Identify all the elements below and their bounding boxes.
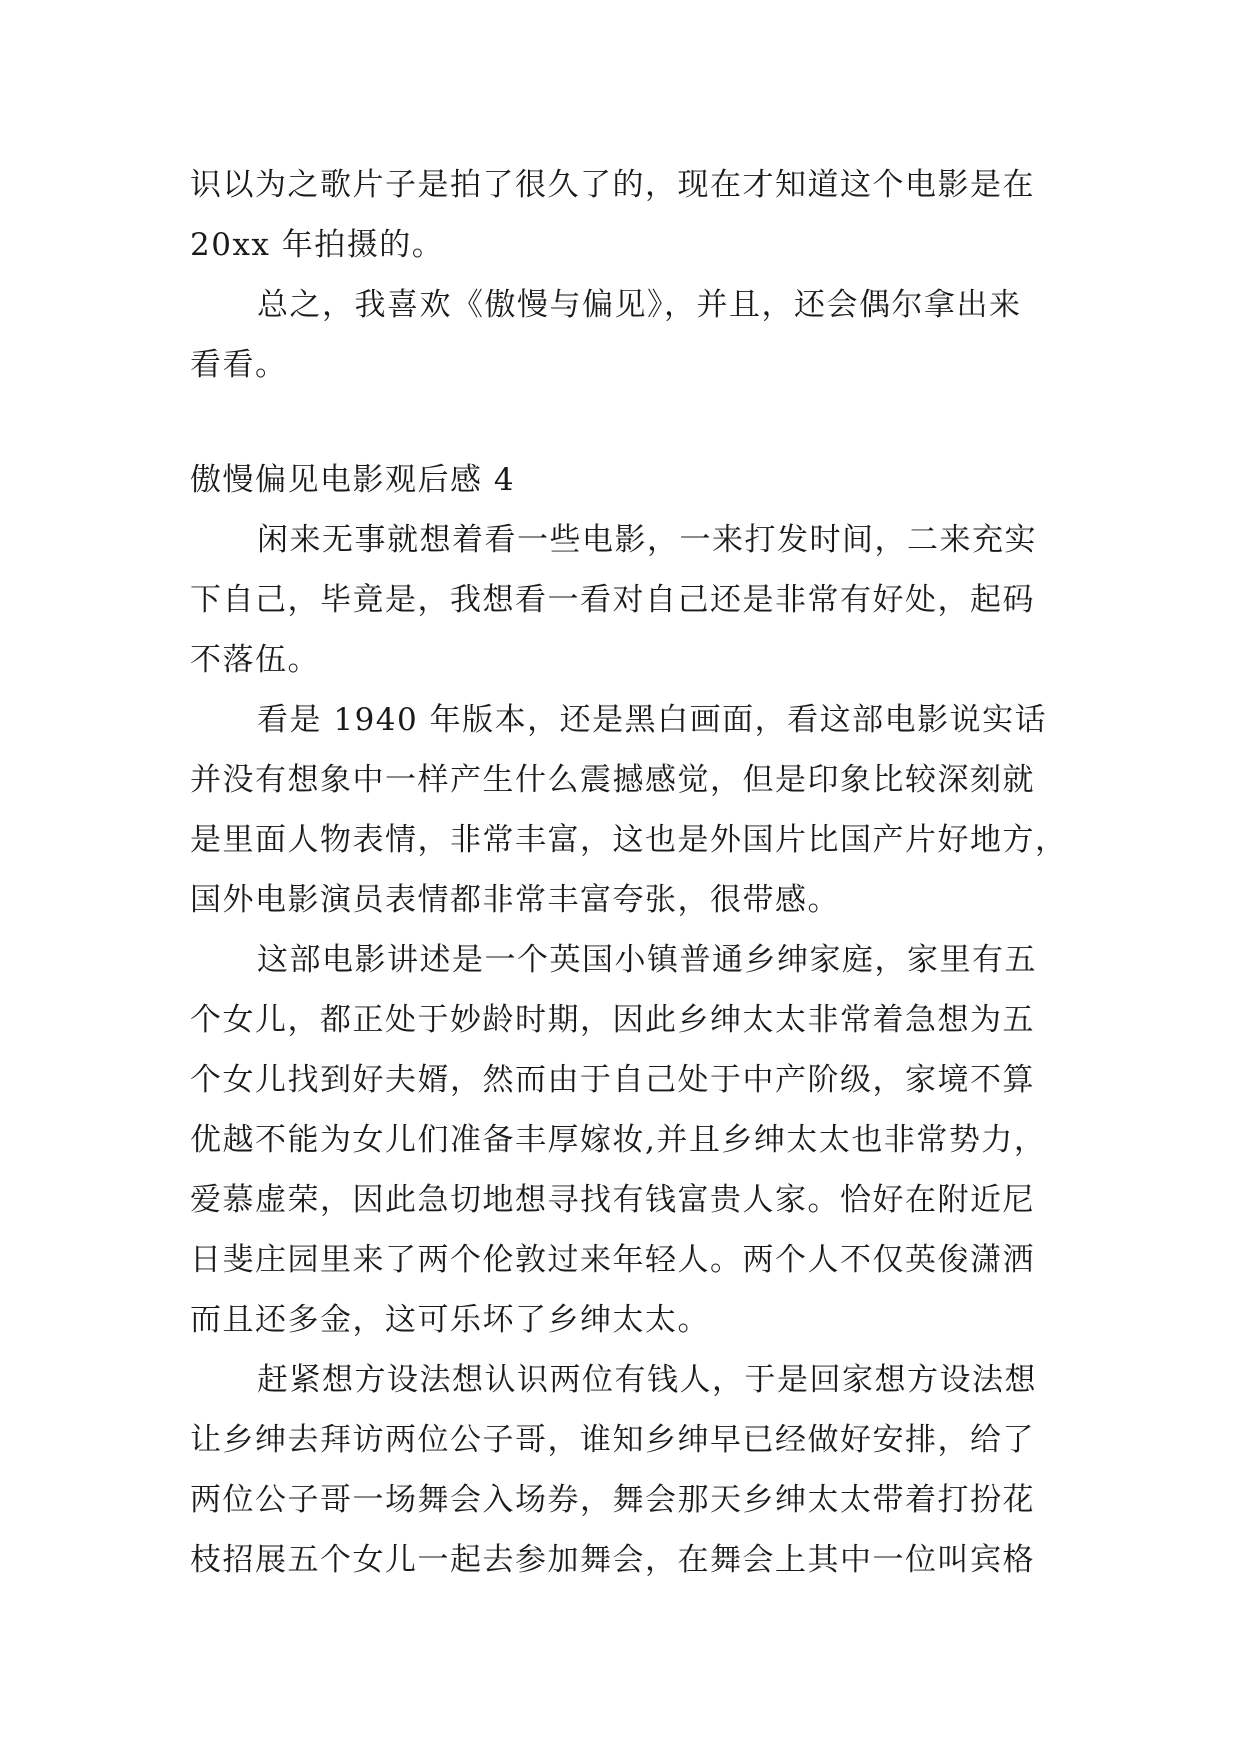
paragraph-line: 日斐庄园里来了两个伦敦过来年轻人。两个人不仅英俊潇洒 bbox=[190, 1242, 1035, 1278]
paragraph-line: 爱慕虚荣，因此急切地想寻找有钱富贵人家。恰好在附近尼 bbox=[190, 1182, 1035, 1218]
paragraph-line: 个女儿找到好夫婿，然而由于自己处于中产阶级，家境不算 bbox=[190, 1062, 1035, 1098]
paragraph-line: 而且还多金，这可乐坏了乡绅太太。 bbox=[190, 1302, 710, 1338]
paragraph-line: 赶紧想方设法想认识两位有钱人，于是回家想方设法想 bbox=[257, 1362, 1037, 1398]
paragraph-line: 看是 1940 年版本，还是黑白画面，看这部电影说实话 bbox=[257, 702, 1048, 738]
paragraph-line: 下自己，毕竟是，我想看一看对自己还是非常有好处，起码 bbox=[190, 582, 1035, 618]
paragraph-line: 闲来无事就想着看一些电影，一来打发时间，二来充实 bbox=[257, 522, 1037, 558]
paragraph-line: 枝招展五个女儿一起去参加舞会，在舞会上其中一位叫宾格 bbox=[190, 1542, 1035, 1578]
paragraph-line: 总之，我喜欢《傲慢与偏见》，并且，还会偶尔拿出来 bbox=[257, 287, 1022, 323]
paragraph-line: 看看。 bbox=[190, 347, 288, 383]
section-heading: 傲慢偏见电影观后感 4 bbox=[190, 462, 516, 498]
paragraph-line: 国外电影演员表情都非常丰富夸张，很带感。 bbox=[190, 882, 840, 918]
paragraph-line: 并没有想象中一样产生什么震撼感觉，但是印象比较深刻就 bbox=[190, 762, 1035, 798]
paragraph-line: 不落伍。 bbox=[190, 642, 320, 678]
paragraph-line: 识以为之歌片子是拍了很久了的，现在才知道这个电影是在 bbox=[190, 167, 1035, 203]
paragraph-line: 两位公子哥一场舞会入场券，舞会那天乡绅太太带着打扮花 bbox=[190, 1482, 1035, 1518]
paragraph-line: 是里面人物表情，非常丰富，这也是外国片比国产片好地方， bbox=[190, 822, 1068, 858]
paragraph-line: 让乡绅去拜访两位公子哥，谁知乡绅早已经做好安排，给了 bbox=[190, 1422, 1035, 1458]
paragraph-line: 优越不能为女儿们准备丰厚嫁妆,并且乡绅太太也非常势力， bbox=[190, 1122, 1047, 1158]
paragraph-line: 这部电影讲述是一个英国小镇普通乡绅家庭，家里有五 bbox=[257, 942, 1037, 978]
paragraph-line: 20xx 年拍摄的。 bbox=[190, 227, 445, 263]
paragraph-line: 个女儿，都正处于妙龄时期，因此乡绅太太非常着急想为五 bbox=[190, 1002, 1035, 1038]
